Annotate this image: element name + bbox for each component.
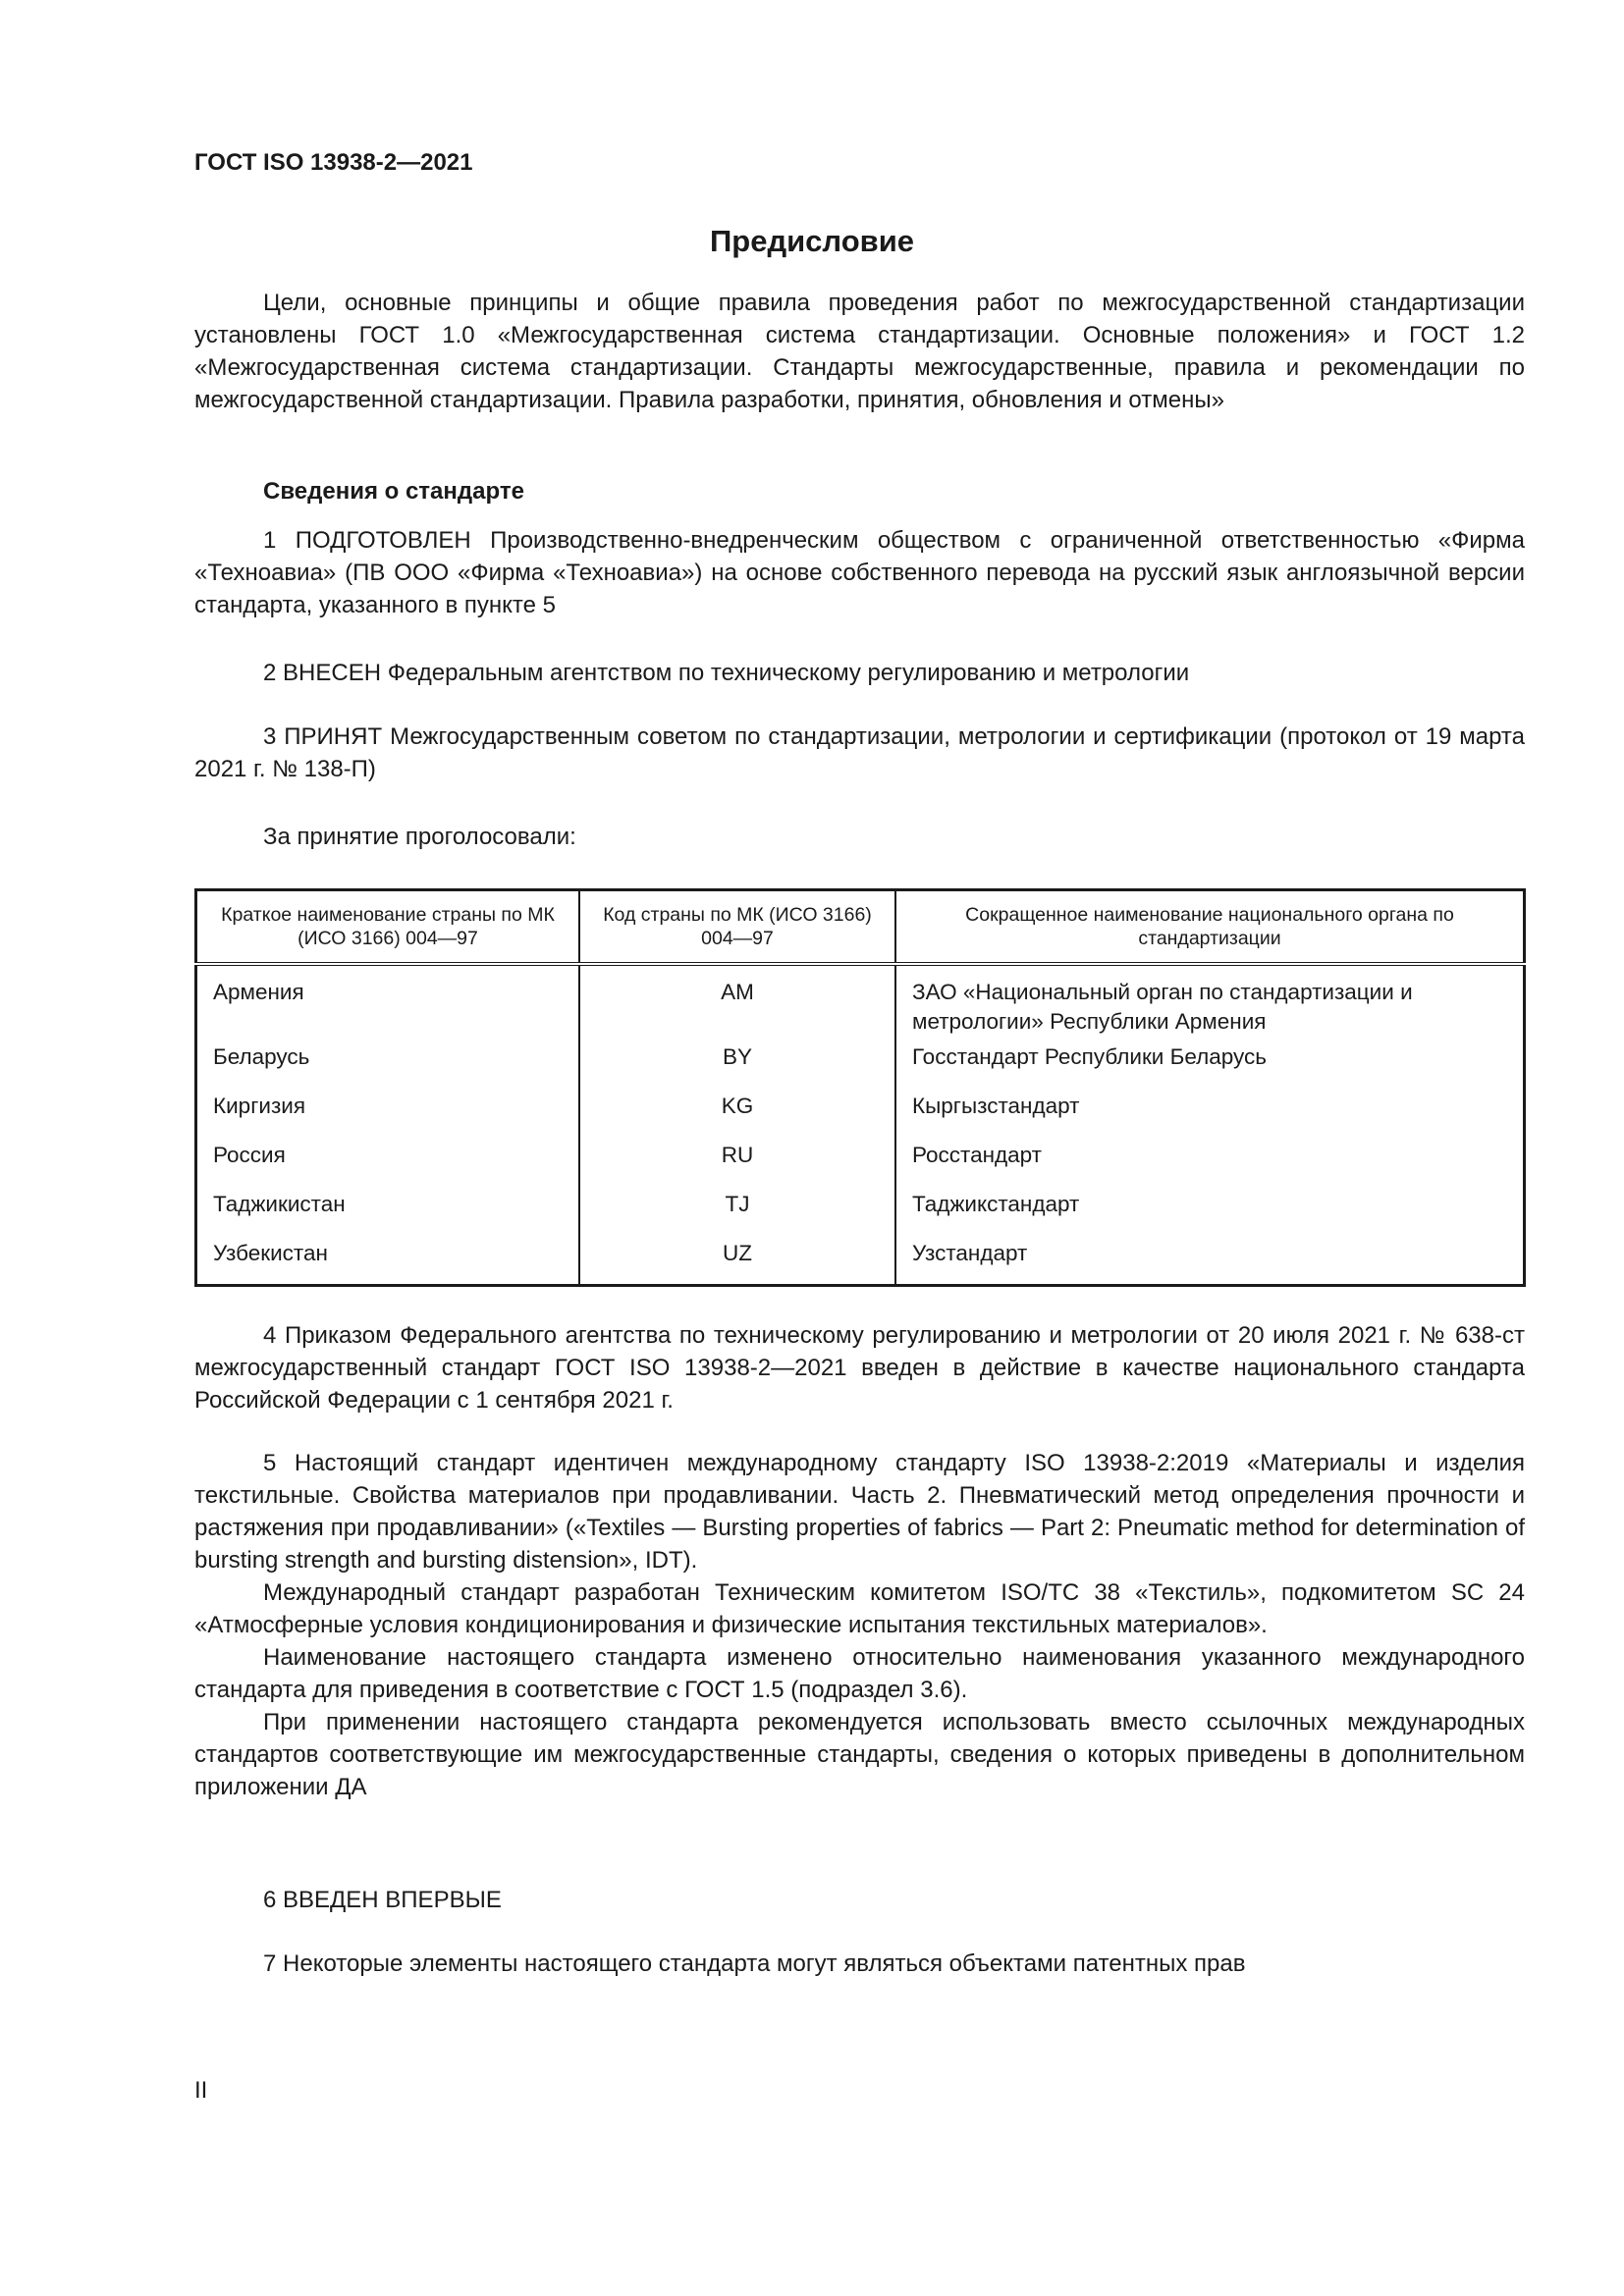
standards-body: Росстандарт [895, 1141, 1525, 1190]
item-5-paragraph-3: Наименование настоящего стандарта изменено относительно наименования указанного международного стандарта для приведения в соответствие с ГОСТ 1.5 (подраздел 3.6). [194, 1644, 1525, 1703]
country-name: Беларусь [213, 1044, 310, 1069]
standards-body: Госстандарт Республики Беларусь [895, 1042, 1525, 1092]
table-row [196, 1239, 1525, 1286]
standards-body: ЗАО «Национальный орган по стандартизации и метрологии» Республики Армения [895, 964, 1525, 1042]
standards-body: Кыргызстандарт [895, 1092, 1525, 1141]
country-name: Киргизия [213, 1094, 306, 1118]
item-1: 1 ПОДГОТОВЛЕН Производственно-внедренческим обществом с ограниченной ответственностью «Фирма «Техноавиа» (ПВ ООО «Фирма «Техноавиа») на основе собственного перевода на русский язык англоязычной версии стандарта, указанного в пункте 5 [194, 527, 1525, 618]
section-heading: Сведения о стандарте [263, 478, 524, 505]
column-header-body: Сокращенное наименование национального органа по стандартизации [895, 890, 1525, 965]
item-5-paragraph-1: 5 Настоящий стандарт идентичен международному стандарту ISO 13938-2:2019 «Материалы и изделия текстильные. Свойства материалов при продавливании. Часть 2. Пневматический метод определения прочности и растяжения при продавливании» («Textiles — Bursting properties of fabrics — Part 2: Pneumatic method for determination of bursting strength and bursting distension», IDT). [194, 1450, 1525, 1574]
item-2: 2 ВНЕСЕН Федеральным агентством по техническому регулированию и метрологии [263, 660, 1190, 686]
page-title: Предисловие [709, 224, 914, 258]
item-5-paragraph-2: Международный стандарт разработан Техническим комитетом ISO/TC 38 «Текстиль», подкомитетом SC 24 «Атмосферные условия кондиционирования и физические испытания текстильных материалов». [194, 1579, 1525, 1638]
vote-label: За принятие проголосовали: [263, 824, 576, 850]
country-name: Россия [213, 1143, 286, 1167]
country-code: KG [579, 1092, 895, 1141]
item-5-paragraph-4: При применении настоящего стандарта рекомендуется использовать вместо ссылочных международных стандартов соответствующие им межгосударственные стандарты, сведения о которых приведены в дополнительном приложении ДА [194, 1709, 1525, 1800]
country-code: BY [579, 1042, 895, 1092]
country-name: Армения [213, 980, 304, 1004]
column-header-code: Код страны по МК (ИСО 3166) 004—97 [579, 890, 895, 965]
table-row [196, 1092, 1525, 1141]
item-4: 4 Приказом Федерального агентства по техническому регулированию и метрологии от 20 июля 2021 г. № 638-ст межгосударственный стандарт ГОСТ ISO 13938-2—2021 введен в действие в качестве национального стандарта Российской Федерации с 1 сентября 2021 г. [194, 1322, 1525, 1414]
table-row [196, 1042, 1525, 1092]
standards-body: Узстандарт [895, 1239, 1525, 1286]
table-row [196, 964, 1525, 1042]
country-code: AM [579, 964, 895, 1042]
intro-paragraph: Цели, основные принципы и общие правила проведения работ по межгосударственной стандартизации установлены ГОСТ 1.0 «Межгосударственная система стандартизации. Основные положения» и ГОСТ 1.2 «Межгосударственная система стандартизации. Стандарты межгосударственные, правила и рекомендации по межгосударственной стандартизации. Правила разработки, принятия, обновления и отмены» [194, 290, 1525, 413]
country-code: RU [579, 1141, 895, 1190]
item-3: 3 ПРИНЯТ Межгосударственным советом по стандартизации, метрологии и сертификации (протокол от 19 марта 2021 г. № 138-П) [194, 723, 1525, 782]
page-number: II [194, 2077, 208, 2104]
table-row [196, 1190, 1525, 1239]
standards-body: Таджикстандарт [895, 1190, 1525, 1239]
country-name: Узбекистан [213, 1241, 328, 1265]
item-6: 6 ВВЕДЕН ВПЕРВЫЕ [263, 1887, 502, 1913]
column-header-country: Краткое наименование страны по МК (ИСО 3166) 004—97 [196, 890, 580, 965]
country-code: UZ [579, 1239, 895, 1286]
document-designation: ГОСТ ISO 13938-2—2021 [194, 149, 473, 176]
item-7: 7 Некоторые элементы настоящего стандарта могут являться объектами патентных прав [263, 1950, 1246, 1977]
voting-countries-table [194, 888, 1526, 1287]
country-name: Таджикистан [213, 1192, 346, 1216]
table-header-row [196, 890, 1525, 965]
item-5 [194, 1447, 1525, 1803]
country-code: TJ [579, 1190, 895, 1239]
table-row [196, 1141, 1525, 1190]
